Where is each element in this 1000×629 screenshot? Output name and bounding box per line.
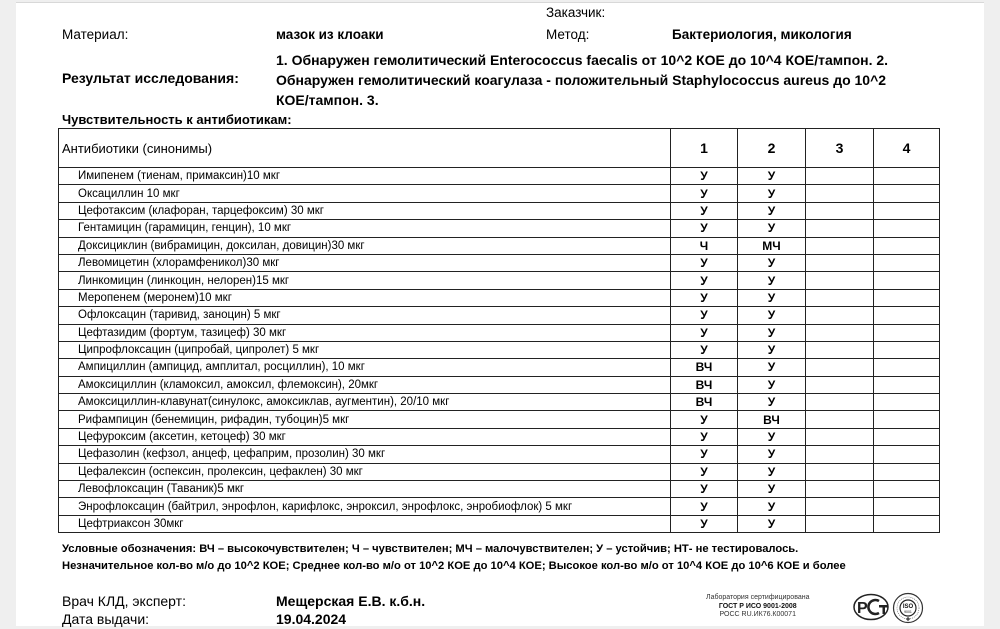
legend-abbreviations: Условные обозначения: ВЧ – высокочувствителен; Ч – чувствителен; МЧ – малочувствителен; У – устойчив; НТ- не тестировалось. — [62, 543, 799, 555]
result-col-3 — [806, 185, 874, 202]
result-col-3 — [806, 289, 874, 306]
result-col-2: У — [738, 272, 806, 289]
antibiotic-name: Цефуроксим (аксетин, кетоцеф) 30 мкг — [59, 428, 671, 445]
doctor-value: Мещерская Е.В. к.б.н. — [276, 593, 426, 609]
result-col-1: У — [671, 463, 738, 480]
result-col-3 — [806, 394, 874, 411]
antibiotic-name: Доксициклин (вибрамицин, доксилан, довицин)30 мкг — [59, 237, 671, 254]
result-col-2: У — [738, 463, 806, 480]
result-col-2: У — [738, 394, 806, 411]
table-row — [59, 463, 940, 480]
result-col-3 — [806, 498, 874, 515]
svg-text:Р: Р — [857, 600, 868, 617]
table-row — [59, 168, 940, 185]
method-label: Метод: — [546, 27, 590, 42]
result-col-4 — [874, 220, 940, 237]
date-label: Дата выдачи: — [62, 611, 150, 627]
result-col-1: У — [671, 168, 738, 185]
result-col-4 — [874, 481, 940, 498]
result-col-3 — [806, 168, 874, 185]
table-row — [59, 341, 940, 358]
legend-quantities: Незначительное кол-во м/о до 10^2 КОЕ; Среднее кол-во м/о от 10^2 КОЕ до 10^4 КОЕ; Высокое кол-во м/о от 10^4 КОЕ до 10^6 КОЕ и более — [62, 560, 846, 572]
result-col-1: У — [671, 254, 738, 271]
table-row — [59, 289, 940, 306]
result-col-3 — [806, 220, 874, 237]
result-col-1: У — [671, 185, 738, 202]
table-row — [59, 446, 940, 463]
svg-text:ISO: ISO — [902, 604, 914, 610]
table-row — [59, 498, 940, 515]
antibiotic-name: Энрофлоксацин (байтрил, энрофлон, карифлокс, энроксил, энрофлокс, энробиофлок) 5 мкг — [59, 498, 671, 515]
result-col-1: У — [671, 446, 738, 463]
antibiotic-name: Цефтазидим (фортум, тазицеф) 30 мкг — [59, 324, 671, 341]
table-row — [59, 411, 940, 428]
table-row — [59, 254, 940, 271]
result-label: Результат исследования: — [62, 70, 239, 86]
antibiotic-name: Гентамицин (гарамицин, генцин), 10 мкг — [59, 220, 671, 237]
result-col-1: ВЧ — [671, 376, 738, 393]
result-col-4 — [874, 254, 940, 271]
result-col-3 — [806, 272, 874, 289]
result-col-1: У — [671, 307, 738, 324]
antibiotic-name: Амоксициллин (кламоксил, амоксил, флемоксин), 20мкг — [59, 376, 671, 393]
antibiotic-name: Ципрофлоксацин (ципробай, ципролет) 5 мкг — [59, 341, 671, 358]
result-col-3 — [806, 359, 874, 376]
antibiotic-name: Левофлоксацин (Таваник)5 мкг — [59, 481, 671, 498]
table-row — [59, 376, 940, 393]
result-col-4 — [874, 376, 940, 393]
result-col-4 — [874, 341, 940, 358]
table-row — [59, 307, 940, 324]
result-col-3 — [806, 446, 874, 463]
table-header-row — [59, 129, 940, 168]
table-row — [59, 272, 940, 289]
result-col-4 — [874, 185, 940, 202]
result-col-3 — [806, 237, 874, 254]
result-col-4 — [874, 498, 940, 515]
result-col-3 — [806, 481, 874, 498]
result-col-2: У — [738, 446, 806, 463]
antibiotic-name: Амоксициллин-клавунат(синулокс, амоксиклав, аугментин), 20/10 мкг — [59, 394, 671, 411]
result-col-2: У — [738, 289, 806, 306]
result-col-1: У — [671, 411, 738, 428]
material-label: Материал: — [62, 27, 129, 42]
result-col-2: У — [738, 202, 806, 219]
date-value: 19.04.2024 — [276, 611, 347, 627]
result-col-2: У — [738, 481, 806, 498]
result-col-2: У — [738, 376, 806, 393]
sensitivity-title: Чувствительность к антибиотикам: — [62, 112, 292, 127]
doctor-label: Врач КЛД, эксперт: — [62, 593, 186, 609]
result-col-4 — [874, 428, 940, 445]
result-col-4 — [874, 359, 940, 376]
result-col-1: Ч — [671, 237, 738, 254]
antibiotic-name: Цефотаксим (клафоран, тарцефоксим) 30 мкг — [59, 202, 671, 219]
result-col-1: У — [671, 498, 738, 515]
table-row — [59, 202, 940, 219]
result-col-3 — [806, 428, 874, 445]
result-col-4 — [874, 202, 940, 219]
certification-text — [706, 594, 810, 620]
result-col-4 — [874, 237, 940, 254]
table-row — [59, 237, 940, 254]
antibiotic-name: Меропенем (меронем)10 мкг — [59, 289, 671, 306]
result-col-4 — [874, 446, 940, 463]
result-col-3 — [806, 324, 874, 341]
column-header-1: 1 — [671, 129, 738, 168]
result-col-4 — [874, 307, 940, 324]
antibiotic-name: Цефтриаксон 30мкг — [59, 515, 671, 532]
column-header-4: 4 — [874, 129, 940, 168]
cert-line-2: ГОСТ Р ИСО 9001-2008 — [718, 602, 797, 610]
result-col-3 — [806, 254, 874, 271]
cert-line-1: Лаборатория сертифицирована — [706, 594, 810, 601]
result-col-2: ВЧ — [738, 411, 806, 428]
result-col-4 — [874, 272, 940, 289]
antibiotic-name: Цефазолин (кефзол, анцеф, цефаприм, прозолин) 30 мкг — [59, 446, 671, 463]
result-col-1: У — [671, 289, 738, 306]
result-col-1: У — [671, 341, 738, 358]
antibiotic-name: Линкомицин (линкоцин, нелорен)15 мкг — [59, 272, 671, 289]
antibiotic-name: Имипенем (тиенам, примаксин)10 мкг — [59, 168, 671, 185]
report-page — [16, 2, 984, 626]
column-header-antibiotics: Антибиотики (синонимы) — [59, 129, 671, 168]
result-col-2: У — [738, 515, 806, 532]
result-col-2: У — [738, 341, 806, 358]
result-col-3 — [806, 376, 874, 393]
result-col-3 — [806, 202, 874, 219]
result-col-2: У — [738, 498, 806, 515]
customer-label: Заказчик: — [546, 5, 606, 20]
antibiotic-table — [58, 128, 940, 533]
table-row — [59, 359, 940, 376]
antibiotic-name: Оксациллин 10 мкг — [59, 185, 671, 202]
result-col-2: МЧ — [738, 237, 806, 254]
result-col-1: У — [671, 324, 738, 341]
method-value: Бактериология, микология — [672, 27, 852, 42]
result-col-4 — [874, 411, 940, 428]
table-row — [59, 220, 940, 237]
table-row — [59, 394, 940, 411]
result-col-2: У — [738, 168, 806, 185]
svg-text:9001: 9001 — [904, 610, 912, 614]
result-col-2: У — [738, 185, 806, 202]
result-col-4 — [874, 289, 940, 306]
iso-9001-logo-icon — [892, 592, 924, 624]
antibiotic-name: Офлоксацин (таривид, заноцин) 5 мкг — [59, 307, 671, 324]
result-col-3 — [806, 341, 874, 358]
result-col-1: У — [671, 428, 738, 445]
table-row — [59, 185, 940, 202]
result-col-1: У — [671, 481, 738, 498]
result-col-4 — [874, 463, 940, 480]
result-col-1: У — [671, 515, 738, 532]
result-col-1: У — [671, 220, 738, 237]
rst-logo-icon — [852, 593, 890, 621]
result-col-1: У — [671, 202, 738, 219]
table-row — [59, 428, 940, 445]
table-row — [59, 324, 940, 341]
antibiotic-name: Цефалексин (оспексин, пролексин, цефаклен) 30 мкг — [59, 463, 671, 480]
result-col-3 — [806, 307, 874, 324]
result-col-2: У — [738, 428, 806, 445]
result-col-3 — [806, 515, 874, 532]
result-col-1: ВЧ — [671, 359, 738, 376]
result-col-4 — [874, 168, 940, 185]
result-col-1: ВЧ — [671, 394, 738, 411]
cert-line-3: РОСС RU.ИК76.К00071 — [719, 611, 796, 618]
column-header-2: 2 — [738, 129, 806, 168]
result-col-2: У — [738, 359, 806, 376]
result-col-4 — [874, 515, 940, 532]
result-value: 1. Обнаружен гемолитический Enterococcus faecalis от 10^2 КОЕ до 10^4 КОЕ/тампон. 2. Обнаружен гемолитический коагулаза - положительный Staphylococcus aureus до 10^2 КОЕ/тампон. 3. — [276, 52, 889, 108]
result-col-2: У — [738, 307, 806, 324]
material-value: мазок из клоаки — [276, 27, 384, 42]
result-col-1: У — [671, 272, 738, 289]
column-header-3: 3 — [806, 129, 874, 168]
result-col-2: У — [738, 254, 806, 271]
result-col-3 — [806, 463, 874, 480]
antibiotic-name: Ампициллин (ампицид, амплитал, росциллин), 10 мкг — [59, 359, 671, 376]
table-row — [59, 481, 940, 498]
result-col-2: У — [738, 324, 806, 341]
result-col-4 — [874, 324, 940, 341]
antibiotic-name: Рифампицин (бенемицин, рифадин, тубоцин)5 мкг — [59, 411, 671, 428]
antibiotic-name: Левомицетин (хлорамфеникол)30 мкг — [59, 254, 671, 271]
result-col-3 — [806, 411, 874, 428]
result-col-4 — [874, 394, 940, 411]
result-col-2: У — [738, 220, 806, 237]
table-row — [59, 515, 940, 532]
